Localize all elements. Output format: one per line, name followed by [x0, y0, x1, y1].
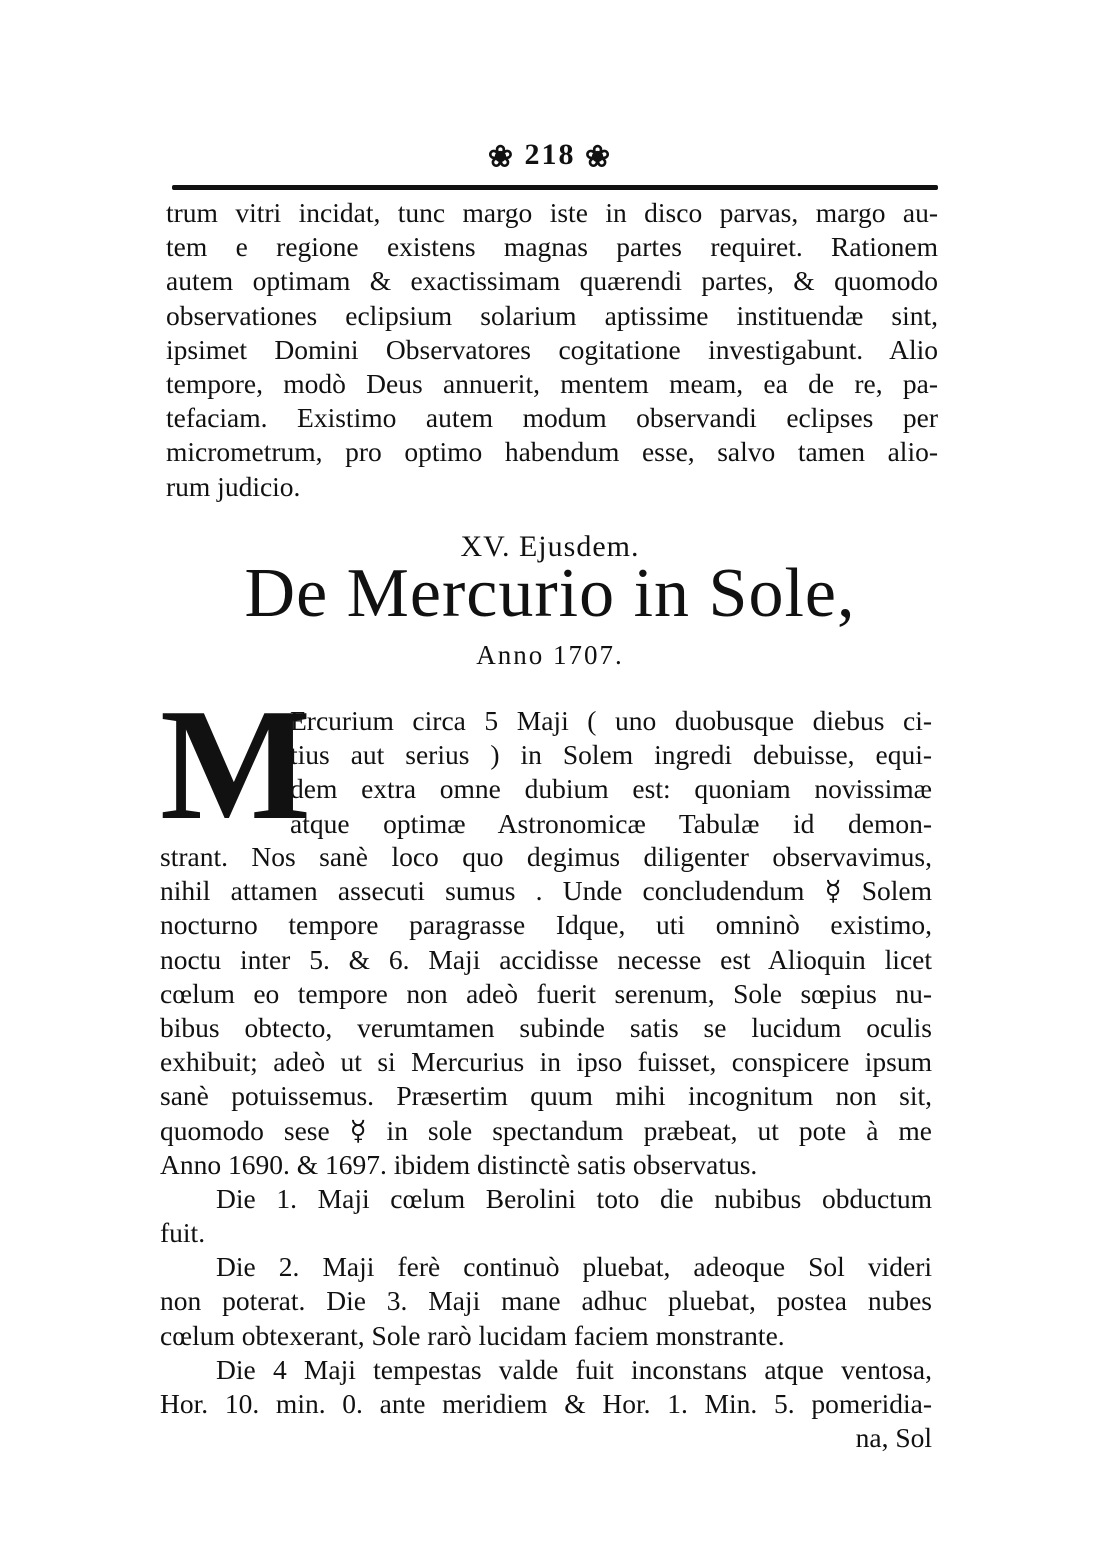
ornament-right-icon: ❀	[585, 140, 613, 174]
text-line: nocturno tempore paragrasse Idque, uti omninò existimo,	[160, 909, 932, 941]
text-line: quomodo sese ☿ in sole spectandum præbeat, ut pote à me	[160, 1114, 932, 1146]
text-line: Anno 1690. & 1697. ibidem distinctè satis observatus.	[160, 1148, 758, 1180]
section-title: De Mercurio in Sole,	[244, 555, 856, 632]
text-line: tempore, modò Deus annuerit, mentem meam, ea de re, pa-	[166, 367, 938, 399]
page-number: 218	[524, 138, 576, 171]
section-number: XV. Ejusdem.	[460, 530, 640, 563]
text-line: non poterat. Die 3. Maji mane adhuc pluebat, postea nubes	[160, 1285, 932, 1317]
running-header	[0, 138, 1100, 175]
text-line: strant. Nos sanè loco quo degimus diligenter observavimus,	[160, 841, 932, 872]
text-line: Die 2. Maji ferè continuò pluebat, adeoque Sol videri	[216, 1251, 932, 1283]
text-line: tem e regione existens magnas partes requiret. Rationem	[166, 231, 938, 263]
paragraph-intro	[166, 196, 938, 504]
text-line: Die 4 Maji tempestas valde fuit inconstans atque ventosa,	[216, 1353, 932, 1385]
paragraph-body	[160, 840, 932, 1455]
text-line: tius aut serius ) in Solem ingredi debuisse, equi-	[290, 739, 932, 771]
text-line: nihil attamen assecuti sumus . Unde concludendum ☿ Solem	[160, 875, 932, 907]
ornament-left-icon: ❀	[487, 140, 515, 174]
text-line: sanè potuissemus. Præsertim quum mihi incognitum non sit,	[160, 1080, 932, 1112]
text-line: tefaciam. Existimo autem modum observandi eclipses per	[166, 402, 938, 434]
paragraph-opening	[290, 704, 932, 841]
text-line: autem optimam & exactissimam quærendi partes, & quomodo	[166, 265, 938, 297]
text-line: Hor. 10. min. 0. ante meridiem & Hor. 1. Min. 5. pomeridia-	[160, 1388, 932, 1419]
text-line: dem extra omne dubium est: quoniam novissimæ	[290, 773, 932, 805]
drop-cap: M	[160, 675, 312, 853]
text-line: Die 1. Maji cœlum Berolini toto die nubibus obductum	[216, 1182, 932, 1214]
text-line: cœlum eo tempore non adeò fuerit serenum, Sole sœpius nu-	[160, 977, 932, 1009]
header-rule	[172, 185, 938, 190]
text-line: rum judicio.	[166, 470, 301, 502]
text-line: fuit.	[160, 1217, 206, 1249]
text-line: atque optimæ Astronomicæ Tabulæ id demon-	[290, 807, 932, 839]
text-line: micrometrum, pro optimo habendum esse, salvo tamen alio-	[166, 436, 938, 468]
text-line: bibus obtecto, verumtamen subinde satis se lucidum oculis	[160, 1011, 932, 1043]
text-line: cœlum obtexerant, Sole rarò lucidam faciem monstrante.	[160, 1319, 785, 1351]
text-line: trum vitri incidat, tunc margo iste in disco parvas, margo au-	[166, 197, 938, 228]
text-line: exhibuit; adeò ut si Mercurius in ipso fuisset, conspicere ipsum	[160, 1046, 932, 1078]
text-line: Ercurium circa 5 Maji ( uno duobusque diebus ci-	[290, 705, 932, 736]
text-line: ipsimet Domini Observatores cogitatione investigabunt. Alio	[166, 333, 938, 365]
text-line: observationes eclipsium solarium aptissime instituendæ sint,	[166, 299, 938, 331]
text-line: noctu inter 5. & 6. Maji accidisse necesse est Alioquin licet	[160, 943, 932, 975]
section-year: Anno 1707.	[476, 640, 624, 670]
catchword: na, Sol	[855, 1422, 932, 1454]
